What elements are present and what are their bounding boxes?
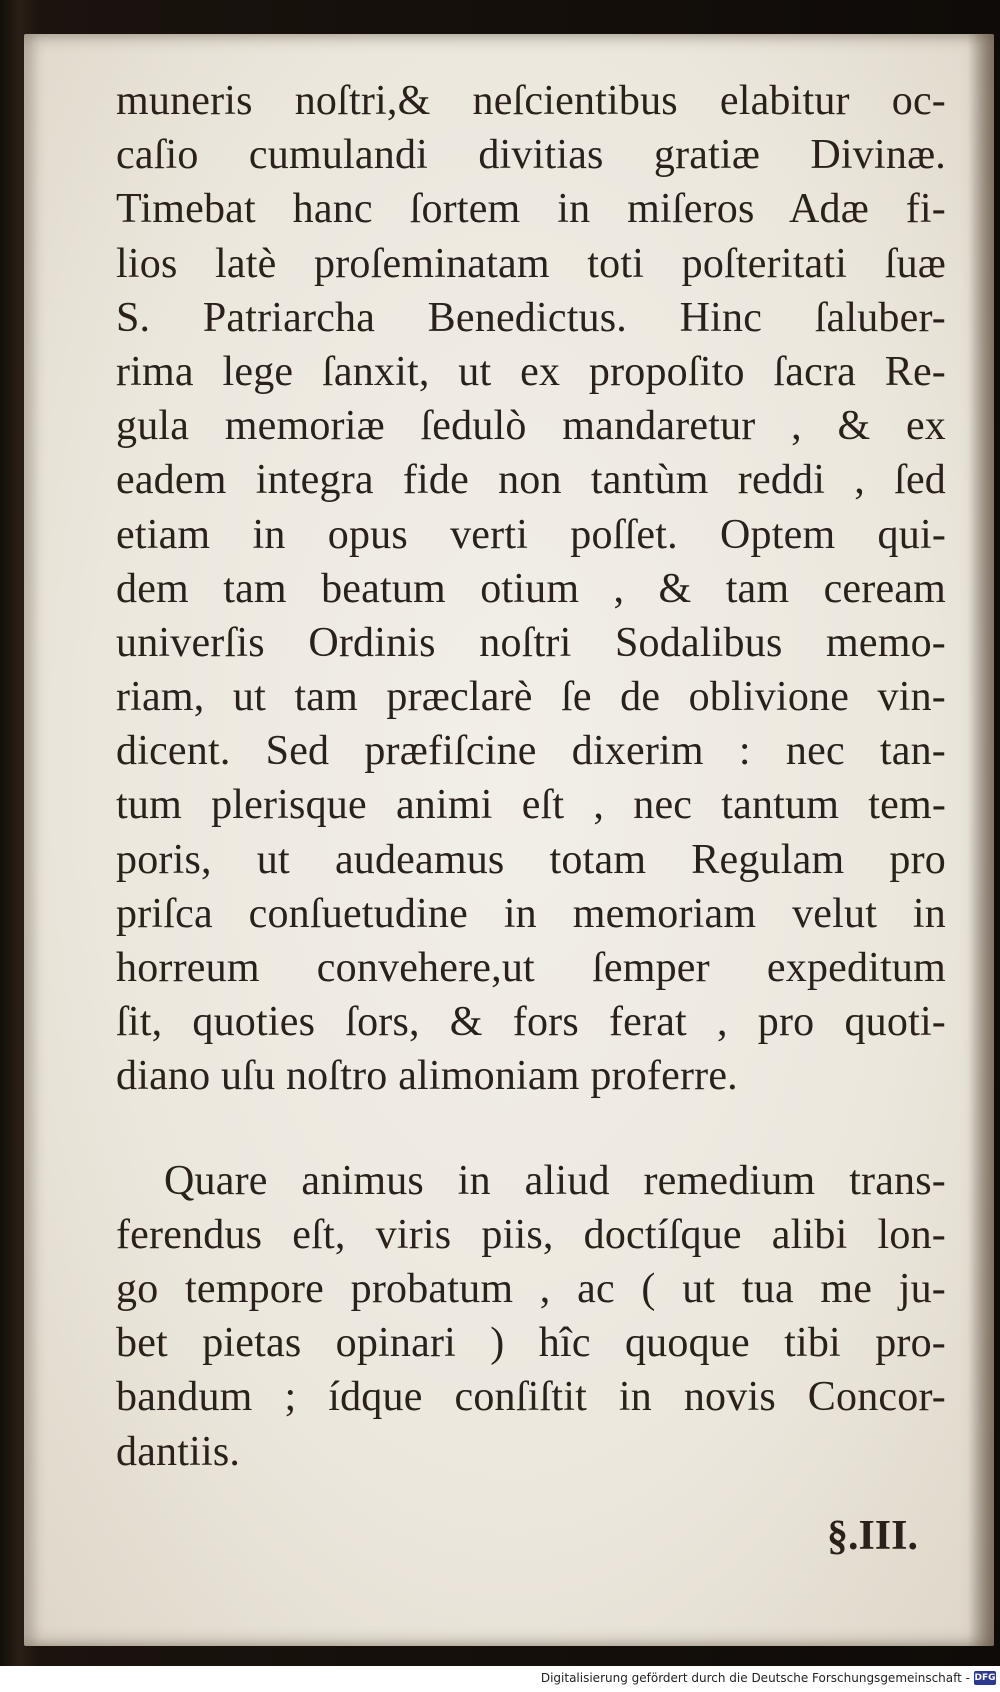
text-line: dem tam beatum otium , & tam ceream xyxy=(116,565,946,612)
text-line: dantiis. xyxy=(116,1428,241,1475)
text-line: riam, ut tam præclarè ſe de oblivione vin- xyxy=(116,674,946,721)
text-line: caſio cumulandi divitias gratiæ Divinæ. xyxy=(116,132,946,179)
text-line: bandum ; ídque conſiſtit in novis Concor- xyxy=(116,1374,946,1421)
text-line: bet pietas opinari ) hîc quoque tibi pro- xyxy=(116,1320,946,1367)
text-line: ferendus eſt, viris piis, doctíſque alibi lon- xyxy=(116,1211,946,1258)
text-line: gula memoriæ ſedulò mandaretur , & ex xyxy=(116,403,946,450)
text-line: eadem integra fide non tantùm reddi , ſed xyxy=(116,457,946,504)
text-line: Timebat hanc ſortem in miſeros Adæ fi- xyxy=(116,186,946,233)
text-line: diano uſu noſtro alimoniam proferre. xyxy=(116,1053,738,1100)
text-line: ſit, quoties ſors, & fors ferat , pro quoti- xyxy=(116,999,946,1046)
catchword: §.III. xyxy=(826,1513,918,1559)
page-text xyxy=(116,74,946,1479)
book-page xyxy=(24,34,994,1646)
text-line: go tempore probatum , ac ( ut tua me ju- xyxy=(116,1265,946,1312)
text-line: muneris noſtri,& neſcientibus elabitur oc- xyxy=(116,78,946,124)
text-line: etiam in opus verti poſſet. Optem qui- xyxy=(116,511,946,558)
text-line: horreum convehere,ut ſemper expeditum xyxy=(116,945,946,991)
text-line: lios latè proſeminatam toti poſteritati ſuæ xyxy=(116,240,946,287)
text-line: poris, ut audeamus totam Regulam pro xyxy=(116,836,946,883)
digitization-footer xyxy=(0,1666,1000,1692)
paragraph-1 xyxy=(116,74,946,1104)
text-line: Quare animus in aliud remedium trans- xyxy=(164,1157,946,1204)
text-line: univerſis Ordinis noſtri Sodalibus memo- xyxy=(116,619,946,666)
text-line: dicent. Sed præfiſcine dixerim : nec tan- xyxy=(116,728,946,775)
paragraph-spacer xyxy=(116,1104,946,1154)
footer-credit: Digitalisierung gefördert durch die Deutsche Forschungsgemeinschaft - xyxy=(540,1671,970,1685)
text-line: rima lege ſanxit, ut ex propoſito ſacra Re- xyxy=(116,348,946,395)
text-line: tum plerisque animi eſt , nec tantum tem- xyxy=(116,782,946,829)
text-line: priſca conſuetudine in memoriam velut in xyxy=(116,890,946,937)
text-line: S. Patriarcha Benedictus. Hinc ſaluber- xyxy=(116,294,946,341)
dfg-logo-icon: DFG xyxy=(974,1673,996,1683)
paragraph-2 xyxy=(116,1154,946,1479)
